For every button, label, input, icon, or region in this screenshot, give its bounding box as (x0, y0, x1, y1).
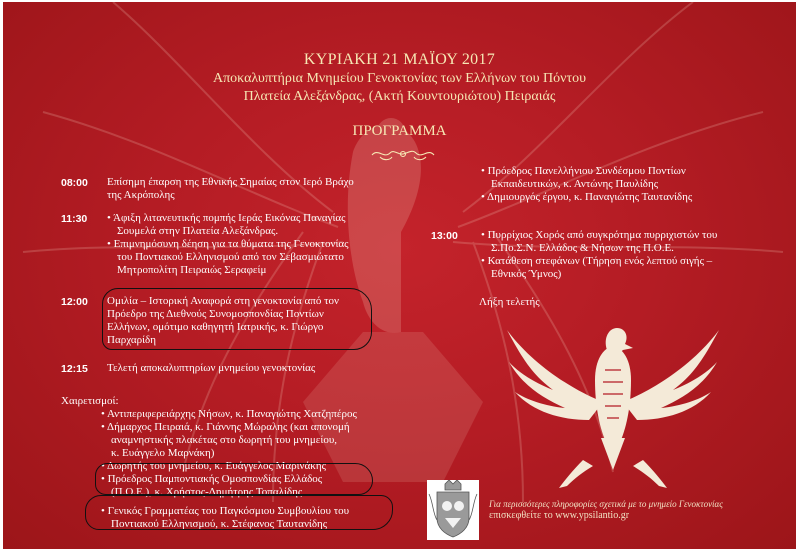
list-item: • Αντιπεριφερειάρχης Νήσων, κ. Παναγιώτης Χατζηπέρος (101, 408, 357, 421)
event-subtitle: Αποκαλυπτήρια Μνημείου Γενοκτονίας των Ελλήνων του Πόντου (212, 71, 587, 86)
time-1300: 13:00 (431, 230, 458, 242)
footer-info: Για περισσότερες πληροφορίες σχετικά με το μνημείο Γενοκτονίας επισκεφθείτε το www.ypsilantio.gr (489, 499, 723, 521)
event-date: ΚΥΡΙΑΚΗ 21 ΜΑΪΟΥ 2017 (303, 51, 496, 68)
list-item: • Κατάθεση στεφάνων (Τήρηση ενός λεπτού σιγής – (481, 255, 717, 268)
program-poster (3, 2, 796, 549)
handdrawn-annotation-circle (85, 495, 393, 530)
list-item: • Δήμαρχος Πειραιά, κ. Γιάννης Μώραλης (και απονομή (101, 421, 357, 434)
event-location: Πλατεία Αλεξάνδρας, (Ακτή Κουντουριώτου) Πειραιάς (243, 89, 556, 104)
event-1130: • Άφιξη λιτανευτικής πομπής Ιεράς Εικόνας Παναγίας Σουμελά στην Πλατεία Αλεξάνδρας. • Επιμνημόσυνη δέηση για τα θύματα της Γενοκτονίας του Ποντιακού Ελληνισμού από τον Σεβασμιώτατο Μητροπολίτη Πειραιώς Σεραφείμ (107, 212, 349, 277)
list-item: • Γενικός Γραμματέας του Παγκόσμιου Συμβουλίου του (101, 505, 357, 518)
event-0800: Επίσημη έπαρση της Εθνικής Σημαίας στον Ιερό Βράχο της Ακρόπολης (107, 176, 354, 201)
time-1130: 11:30 (61, 213, 88, 225)
greetings-title: Χαιρετισμοί: (61, 395, 119, 407)
list-item: • Δημιουργός έργου, κ. Παναγιώτης Ταυτανίδης (481, 191, 692, 204)
time-1215: 12:15 (61, 363, 88, 375)
time-1200: 12:00 (61, 296, 88, 308)
list-item: • Πυρρίχιος Χορός από συγκρότημα πυρριχιστών του (481, 229, 717, 242)
time-0800: 08:00 (61, 177, 88, 189)
handdrawn-annotation-circle (102, 288, 372, 350)
event-1215: Τελετή αποκαλυπτηρίων μνημείου γενοκτονίας (107, 362, 316, 374)
event-1300: • Πυρρίχιος Χορός από συγκρότημα πυρριχιστών του Σ.Πο.Σ.Ν. Ελλάδος & Νήσων της Π.Ο.Ε. • Κατάθεση στεφάνων (Τήρηση ενός λεπτού σιγής – Εθνικός Ύμνος) (481, 229, 717, 281)
ceremony-end: Λήξη τελετής (479, 296, 540, 308)
list-item: • Πρόεδρος Πανελλήνιου Συνδέσμου Ποντίων (481, 165, 692, 178)
event-1200: Ομιλία – Ιστορική Αναφορά στη γενοκτονία από τον Πρόεδρο της Διεθνούς Συνομοσπονδίας Ποντίων Ελλήνων, ομότιμο καθηγητή Ιατρικής, κ. Γιώργο Παρχαρίδη (107, 295, 339, 346)
list-item: • Δωρητής του μνημείου, κ. Ευάγγελος Μαρινάκης (101, 460, 357, 473)
coat-of-arms-icon (427, 480, 479, 540)
program-title: ΠΡΟΓΡΑΜΜΑ (352, 123, 447, 139)
list-item: • Πρόεδρος Παμποντιακής Ομοσπονδίας Ελλάδος (101, 473, 357, 486)
right-items: • Πρόεδρος Πανελλήνιου Συνδέσμου Ποντίων Εκπαιδευτικών, κ. Αντώνης Παυλίδης • Δημιουργός έργου, κ. Παναγιώτης Ταυτανίδης (481, 165, 692, 204)
eagle-emblem-icon (503, 320, 723, 490)
handdrawn-annotation-circle (95, 463, 373, 495)
decorative-divider-icon (370, 145, 436, 163)
greetings-list: • Αντιπεριφερειάρχης Νήσων, κ. Παναγιώτης Χατζηπέρος • Δήμαρχος Πειραιά, κ. Γιάννης Μώραλης (και απονομή αναμνηστικής πλακέτας στο δωρητή του μνημείου, κ. Ευάγγελο Μαρνάκη) • Δωρητής του μνημείου, κ. Ευάγγελος Μαρινάκης • Πρόεδρος Παμποντιακής Ομοσπονδίας Ελλάδος (Π.Ο.Ε.), κ. Χρήστος-Δημήτρης Τοπαλίδης • Γενικός Γραμματέας του Παγκόσμιου Συμβουλίου του Ποντιακού Ελληνισμού, κ. Στέφανος Ταυτανίδης (101, 408, 357, 531)
